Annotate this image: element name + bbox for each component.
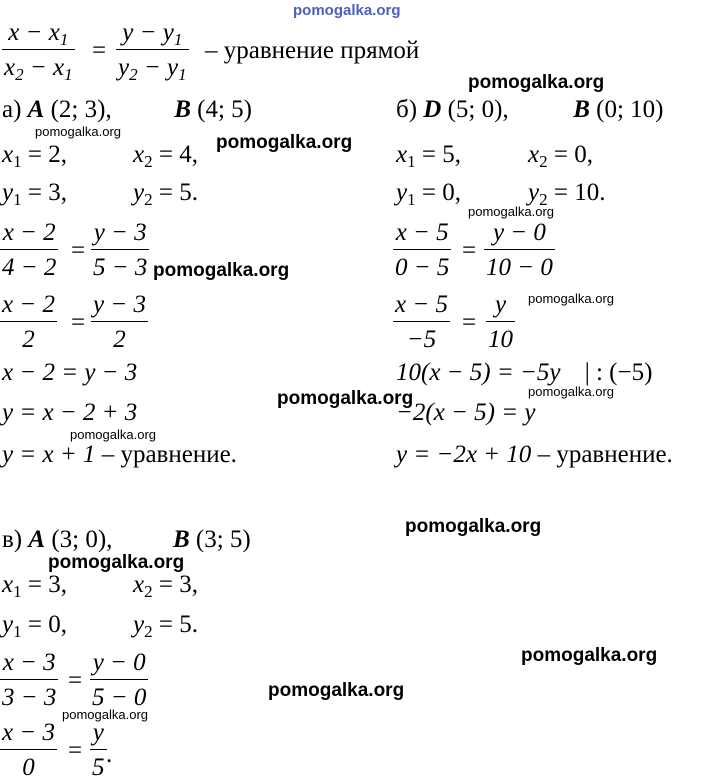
equals-sign: = [462,237,477,264]
watermark: pomogalka.org [405,516,542,537]
watermark: pomogalka.org [153,260,290,281]
part-b-line2: −2(x − 5) = y [396,399,536,426]
watermark: pomogalka.org [468,72,605,93]
part-b-frac1-right: y − 0 10 − 0 [486,219,553,281]
part-c-x1: $x_1 = 3$, [2,571,67,601]
part-c-frac1-right: y − 0 5 − 0 [92,649,147,711]
part-a-frac1-left: x − 2 4 − 2 [2,219,57,281]
equals-sign: = [71,309,86,336]
part-a-y1: $y_1 = 3$, [2,179,67,209]
part-c-points: в) A (3; 0), B (3; 5) [2,526,251,553]
equals-sign: = [68,667,83,694]
equals-sign: = [92,37,107,64]
watermark: pomogalka.org [528,384,614,399]
part-b-y2: $y_2 = 10$. [528,179,606,209]
part-b-frac1-left: x − 5 0 − 5 [395,219,450,281]
watermark: pomogalka.org [48,552,185,573]
part-a-frac2-right: y − 3 2 [93,291,146,353]
header-caption: – уравнение прямой [205,37,420,64]
part-c-y1: $y_1 = 0$, [2,611,67,641]
watermark: pomogalka.org [268,680,405,701]
equals-sign: = [462,309,477,336]
part-a-result: y = x + 1 – уравнение. [2,441,237,468]
part-c-frac2-left: x − 3 0 [2,719,55,781]
watermark: pomogalka.org [277,388,414,409]
watermark: pomogalka.org [468,204,554,219]
part-c-x2: $x_2 = 3$, [133,571,198,601]
watermark: pomogalka.org [70,427,156,442]
part-b-y1: $y_1 = 0$, [396,179,461,209]
equals-sign: = [68,737,83,764]
part-a-y2: $y_2 = 5$. [133,179,198,209]
part-a-line1: x − 2 = y − 3 [2,359,138,386]
period: . [106,741,113,768]
watermark: pomogalka.org [62,707,148,722]
part-a-points: а) A (2; 3), B (4; 5) [2,96,253,123]
watermark: pomogalka.org [216,132,353,153]
part-b-x1: $x_1 = 5$, [396,141,461,171]
part-b-x2: $x_2 = 0$, [528,141,593,171]
part-c-y2: $y_2 = 5$. [133,611,198,641]
watermark: pomogalka.org [293,2,401,19]
part-b-line1: 10(x − 5) = −5y | : (−5) [396,359,653,386]
part-b-points: б) D (5; 0), B (0; 10) [396,96,664,123]
part-b-frac2-right: y 10 [488,291,513,353]
part-b-frac2-left: x − 5 −5 [395,291,448,353]
equals-sign: = [71,237,86,264]
fraction-left: $x - x_1$ $x_2 - x_1$ [4,19,73,84]
part-b-result: y = −2x + 10 – уравнение. [396,441,673,468]
watermark: pomogalka.org [528,291,614,306]
part-c-frac2-right: y 5 [92,719,105,781]
fraction-right: $y - y_1$ $y_2 - y_1$ [118,19,187,84]
part-a-frac1-right: y − 3 5 − 3 [93,219,148,281]
part-c-frac1-left: x − 3 3 − 3 [2,649,57,711]
part-a-frac2-left: x − 2 2 [2,291,55,353]
watermark: pomogalka.org [35,124,121,139]
part-a-line2: y = x − 2 + 3 [2,399,138,426]
watermark: pomogalka.org [521,645,658,666]
part-a-x2: $x_2 = 4$, [133,141,198,171]
part-a-x1: $x_1 = 2$, [2,141,67,171]
